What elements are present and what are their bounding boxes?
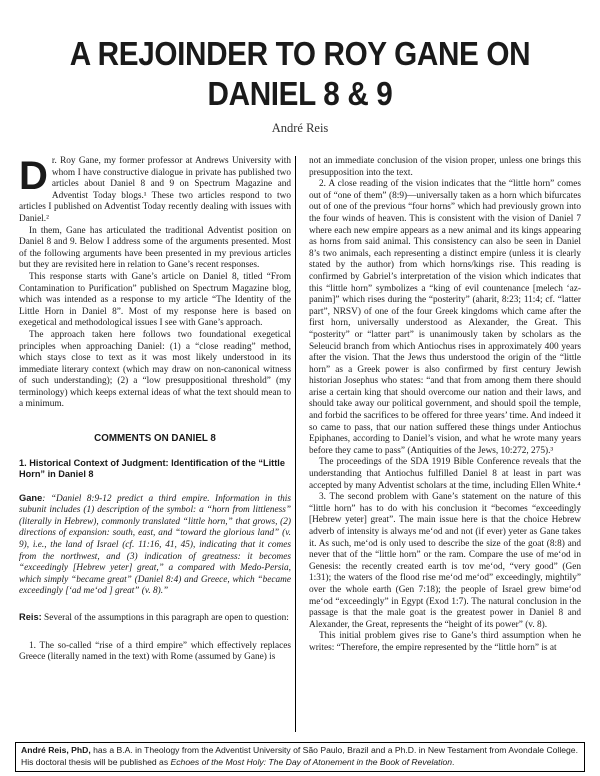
bio-text: has a B.A. in Theology from the Adventist University of São Paulo, Brazil and a Ph.D. in New Testament from Avondale College. His doctoral thesis will be published as bbox=[21, 745, 578, 767]
title-line-1: A REJOINDER TO ROY GANE ON bbox=[69, 35, 531, 72]
section-heading: COMMENTS ON DANIEL 8 bbox=[94, 433, 216, 445]
paragraph: In them, Gane has articulated the traditional Adventist position on Daniel 8 and 9. Below I address some of the arguments presented. Most of the following arguments have been presented in my previous articles but they are revisited here in relation to Gane’s recent responses. bbox=[19, 225, 291, 271]
paragraph: 1. The so-called “rise of a third empire” which effectively replaces Greece (literally named in the text) with Rome (assumed by Gane) is bbox=[19, 640, 291, 663]
gane-quote bbox=[19, 493, 291, 598]
bio-end: . bbox=[452, 756, 455, 767]
paragraph: The proceedings of the SDA 1919 Bible Conference reveals that the understanding that Antiochus fulfilled Daniel 8 at least in part was accepted by many Adventist scholars at the time, including Ellen White.⁴ bbox=[309, 457, 581, 491]
drop-cap: D bbox=[19, 156, 48, 198]
paragraph: 3. The second problem with Gane’s statement on the nature of this “little horn” has to do with his conclusion it “becomes “exceedingly [Hebrew yeter] great”. The main issue here is that the choice Hebrew adverb of intensity is always me‘od and not (if ever) yeter as Gane takes it. As such, me‘od is only used to describe the size of the goat (8:8) and never that of the “little horn” or the ram. Compare the use of me‘od in Genesis: the recently created earth is tov me‘od, “very good” (Gen 1:31); the waters of the flood rise me‘od me‘od” exceedingly, mightily” over the whole earth (Gen 7:18); the people of Israel grew bime‘od me‘od “exceedingly” in Egypt (Exod 1:7). The natural conclusion in the passage is that the male goat is the greatest power in Daniel 8 and Alexander, the Great, represents the “height of its power” (v. 8). bbox=[309, 492, 581, 630]
bio-name: André Reis, PhD, bbox=[21, 745, 91, 755]
paragraph: not an immediate conclusion of the vision proper, unless one brings this presupposition into the text. bbox=[309, 156, 581, 178]
right-column bbox=[309, 156, 581, 732]
intro-paragraph bbox=[19, 156, 291, 226]
gane-label: Gane bbox=[19, 492, 43, 503]
subsection-heading: 1. Historical Context of Judgment: Identification of the “Little Horn” in Daniel 8 bbox=[19, 457, 285, 480]
paragraph: 2. A close reading of the vision indicates that the “little horn” comes out of “one of them” (8:9)—universally taken as a horn which bifurcates out of one of the previous “four horns” which had previously grown into the four winds of heaven. This is consistent with the vision of Daniel 7 where each new empire appears as a new animal and its kings appearing as horns from said animal. This consistency can also be seen in Daniel 8’s two animals, each representing a distinct empire (unless it is clearly stated by the author) from which horns/kings rise. This reading is confirmed by Gabriel’s interpretation of the vision which indicates that this “little horn” symbolizes a “king of evil countenance [melech ‘az-panim]” which rises during the “posterity” (aharit, 8:23; 11:4; cf. “latter part”, NRSV) of one of the four Greek kingdoms which came after the first horn, universally understood as Alexander, the Great. This “posterity” or “latter part” is unanimously taken by scholars as the Seleucid branch from which Antiochus rises in approximately 400 years after the vision. That the Jews thus understood the origin of the “little horn” as a Greek power is also confirmed by first century Jewish historian Josephus who states: “and that from among them there should arise a certain king that should overcome our nation and their laws, and should take away our political government, and should spoil the temple, and forbid the sacrifices to be offered for three years’ time. And indeed it so came to pass, that our nation suffered these things under Antiochus Epiphanes, according to Daniel’s vision, and what he wrote many years before they came to pass” (Antiquities of the Jews, 10:272, 275).³ bbox=[309, 179, 581, 456]
author-byline: André Reis bbox=[271, 121, 329, 135]
paragraph: This response starts with Gane’s article on Daniel 8, titled “From Contamination to Purification” published on Spectrum Magazine blog, which was intended as a response to my article “The Identity of the Little Horn in Daniel 8”. Most of my response here is based on exegetical and methodological issues I see with Gane’s approach. bbox=[19, 271, 291, 329]
left-column bbox=[19, 156, 291, 732]
reis-label: Reis: bbox=[19, 612, 42, 622]
paragraph: The approach taken here follows two foundational exegetical principles when approaching Daniel: (1) a “close reading” method, which stays close to text as it was most likely understood in its immediate literary context (which may draw on non-canonical witness of such understanding); (2) a “low presuppositional threshold” (my terminology) which keeps external ideas of what the text should mean to a minimum. bbox=[19, 329, 291, 410]
paragraph-text: r. Roy Gane, my former professor at Andrews University with whom I have constructive dialogue in private has published two articles about Daniel 8 and 9 on Spectrum Magazine and Adventist Today blogs.¹ These two articles respond to two articles I published on Adventist Today recently dealing with issues with Daniel.² bbox=[19, 156, 291, 224]
title-line-2: DANIEL 8 & 9 bbox=[207, 75, 393, 112]
article-title bbox=[30, 34, 570, 114]
response-text: Several of the assumptions in this paragraph are open to question: bbox=[41, 613, 289, 623]
column-divider bbox=[295, 156, 296, 732]
paragraph: This initial problem gives rise to Gane’s third assumption when he writes: “Therefore, the empire represented by the “little horn” is at bbox=[309, 631, 581, 653]
reis-response bbox=[19, 612, 291, 625]
author-bio-box bbox=[15, 742, 585, 772]
bio-book-title: Echoes of the Most Holy: The Day of Atonement in the Book of Revelation bbox=[170, 756, 453, 767]
quote-text: : “Daniel 8:9-12 predict a third empire. Information in this subunit includes (1) description of the symbol: a “horn from littleness” (literally in Hebrew), commonly translated “little horn,” that grows, (2) directions of expansion: south, east, and “toward the glorious land” (v. 9), i.e., the land of Israel (cf. 11:16, 41, 45), indicating that it comes from the northwest, and (3) indication of greatness: it becomes “exceedingly [Hebrew yeter] great,” a compared with Medo-Persia, which simply “became great” (Daniel 8:4) and Greece, which “became exceedingly [‘ad me‘od ] great” (v. 8).” bbox=[19, 493, 291, 597]
